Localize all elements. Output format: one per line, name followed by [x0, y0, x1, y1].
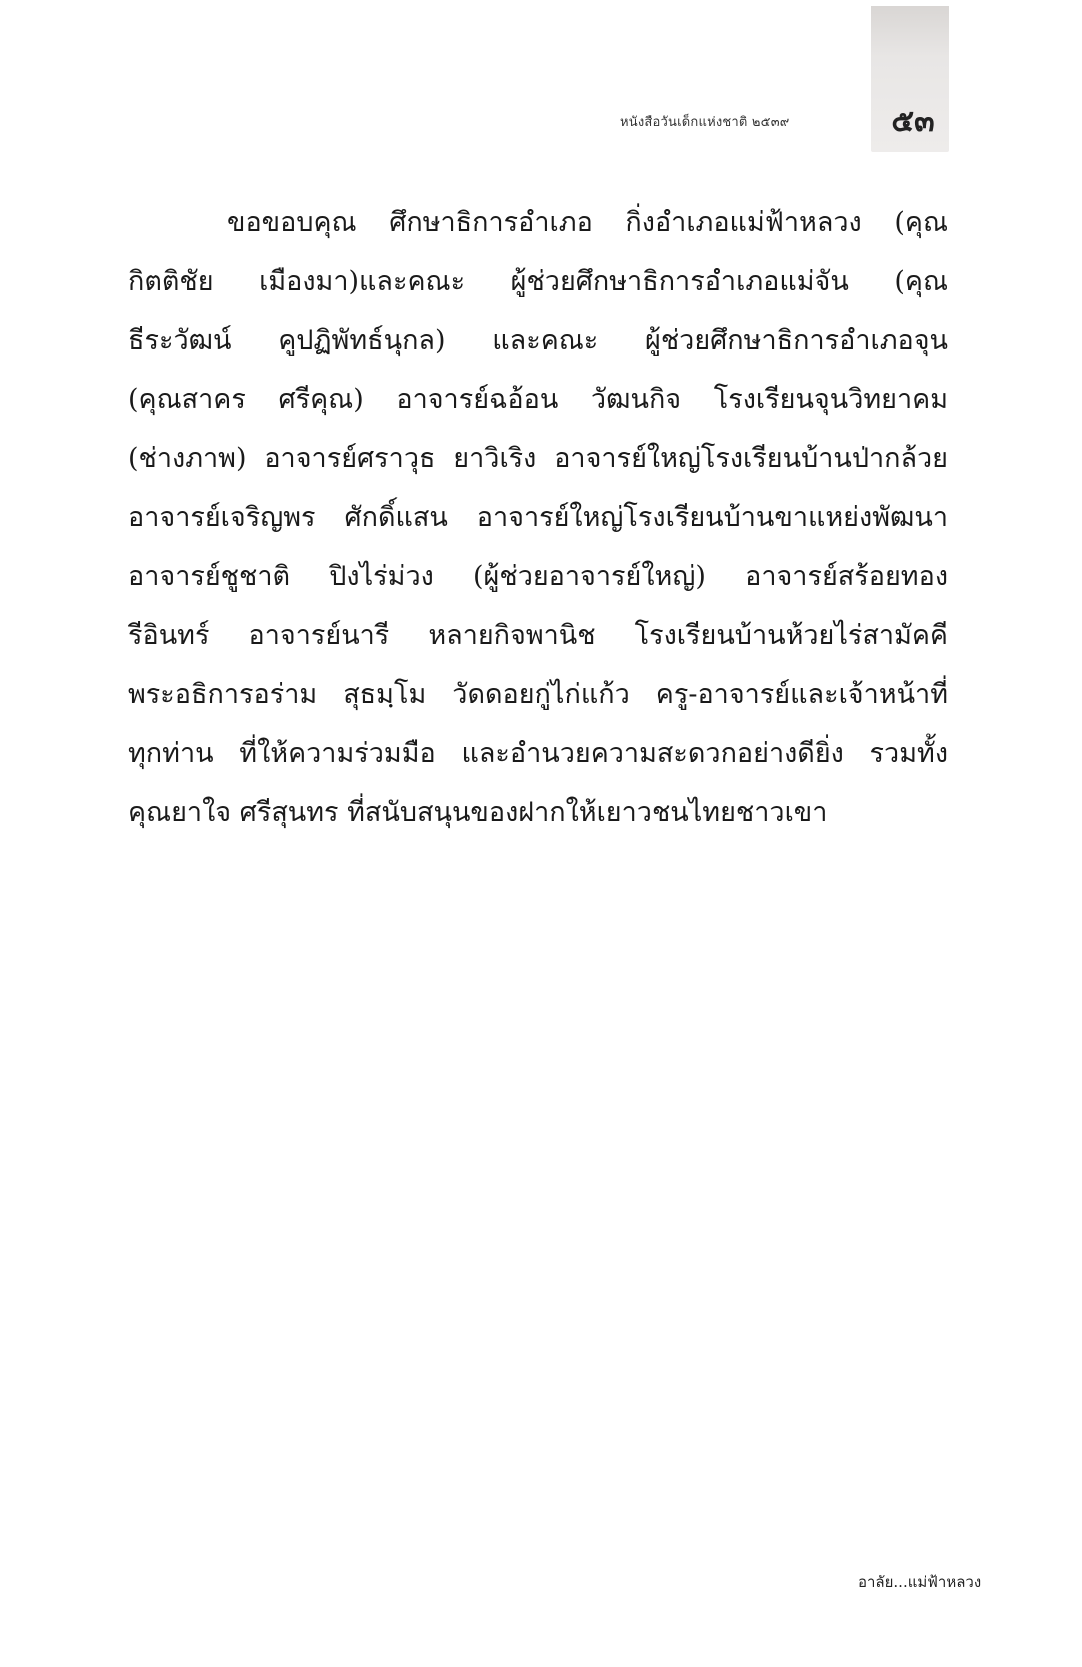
paragraph-line: คุณยาใจ ศรีสุนทร ที่สนับสนุนของฝากให้เยาวชนไทยชาวเขา: [128, 797, 828, 828]
paragraph-line: ทุกท่าน ที่ให้ความร่วมมือ และอำนวยความสะดวกอย่างดียิ่ง รวมทั้ง: [128, 738, 948, 769]
running-header: หนังสือวันเด็กแห่งชาติ ๒๕๓๙: [620, 115, 790, 130]
paragraph-line: (ช่างภาพ) อาจารย์ศราวุธ ยาวิเริง อาจารย์ใหญ่โรงเรียนบ้านป่ากล้วย: [128, 443, 948, 474]
acknowledgement-paragraph: [128, 193, 948, 842]
paragraph-line: ธีระวัฒน์ คูปฏิพัทธ์นุกล) และคณะ ผู้ช่วยศึกษาธิการอำเภอจุน: [128, 325, 948, 356]
paragraph-line: กิตติชัย เมืองมา)และคณะ ผู้ช่วยศึกษาธิการอำเภอแม่จัน (คุณ: [128, 266, 948, 297]
paragraph-line: อาจารย์เจริญพร ศักดิ์แสน อาจารย์ใหญ่โรงเรียนบ้านขาแหย่งพัฒนา: [128, 502, 948, 533]
page-number: ๕๓: [891, 104, 935, 139]
paragraph-line: ขอขอบคุณ ศึกษาธิการอำเภอ กิ่งอำเภอแม่ฟ้าหลวง (คุณ: [227, 207, 948, 238]
running-footer: อาลัย...แม่ฟ้าหลวง: [858, 1573, 982, 1591]
paragraph-line: พระอธิการอร่าม สุธมฺโม วัดดอยกู่ไก่แก้ว ครู-อาจารย์และเจ้าหน้าที่: [128, 679, 948, 710]
paragraph-line: อาจารย์ชูชาติ ปิงไร่ม่วง (ผู้ช่วยอาจารย์ใหญ่) อาจารย์สร้อยทอง: [128, 561, 948, 592]
paragraph-line: (คุณสาคร ศรีคุณ) อาจารย์ฉอ้อน วัฒนกิจ โรงเรียนจุนวิทยาคม: [128, 384, 948, 415]
paragraph-line: รีอินทร์ อาจารย์นารี หลายกิจพานิช โรงเรียนบ้านห้วยไร่สามัคคี: [128, 620, 948, 651]
